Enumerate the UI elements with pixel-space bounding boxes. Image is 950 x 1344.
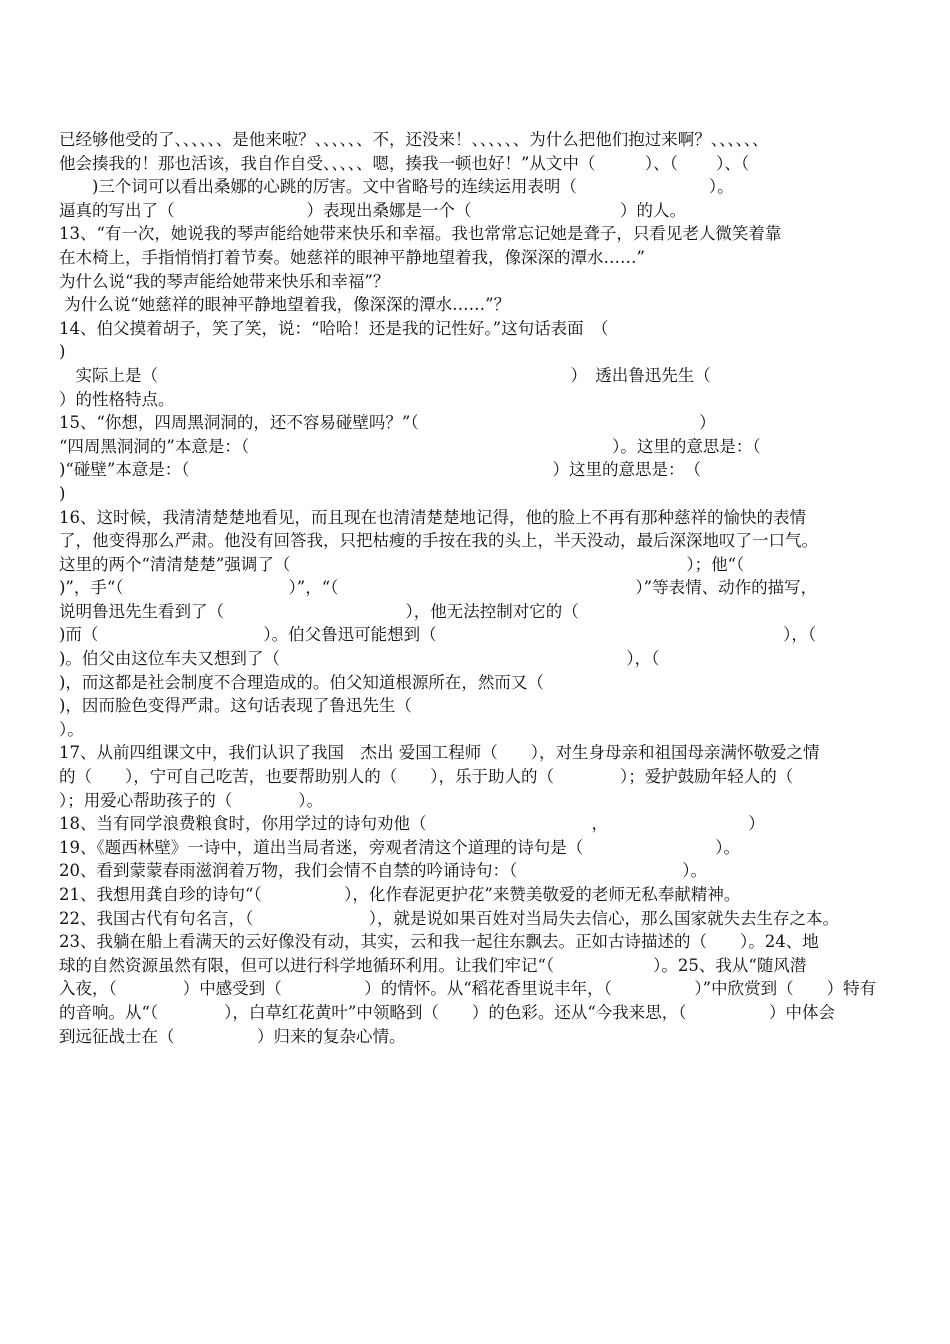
text-line: 为什么说“她慈祥的眼神平静地望着我，像深深的潭水……”？ <box>59 295 511 315</box>
text-line: ）的性格特点。 <box>59 389 175 409</box>
text-line: 在木椅上，手指悄悄打着节奏。她慈祥的眼神平静地望着我，像深深的潭水……” <box>59 247 645 267</box>
text-line: )而（ ）。伯父鲁迅可能想到（ ），（ <box>59 625 817 645</box>
text-line: )”，手“（ ）”，“（ ）”等表情、动作的描写， <box>59 578 818 598</box>
text-line: 的音响。从“（ ），白草红花黄叶”中领略到（ ）的色彩。还从“今我来思，（ ）中体会 <box>59 1002 836 1022</box>
text-line: ）。 <box>59 719 84 739</box>
text-line: 他会揍我的！那也活该，我自作自受、、、、、嗯，揍我一顿也好！”从文中（ ）、（ ）、（ <box>59 153 750 173</box>
text-line: ) <box>59 342 66 362</box>
question-14: 14、伯父摸着胡子，笑了笑，说：“哈哈！还是我的记性好。”这句话表面 （ <box>59 318 609 338</box>
text-line: 这里的两个“清清楚楚”强调了（ ）；他“（ <box>59 554 745 574</box>
text-line: 逼真的写出了（ ）表现出桑娜是一个（ ）的人。 <box>59 200 686 220</box>
text-line: 到远征战士在（ ）归来的复杂心情。 <box>59 1026 406 1046</box>
text-line: 了，他变得那么严肃。他没有回答我，只把枯瘦的手按在我的头上，半天没动，最后深深地叹了一口气。 <box>59 531 818 551</box>
text-line: 说明鲁迅先生看到了（ ），他无法控制对它的（ <box>59 601 579 621</box>
question-19: 19、《题西林壁》一诗中，道出当局者迷，旁观者清这个道理的诗句是（ ）。 <box>59 837 740 857</box>
text-line: )，因而脸色变得严肃。这句话表现了鲁迅先生（ <box>59 696 412 716</box>
text-line: “四周黑洞洞的”本意是：（ ）。这里的意思是：（ <box>59 436 761 456</box>
text-line: 入夜，（ ）中感受到（ ）的情怀。从“稻花香里说丰年，（ ）”中欣赏到（ ）特有 <box>59 979 877 999</box>
question-21: 21、我想用龚自珍的诗句“（ ），化作春泥更护花”来赞美敬爱的老师无私奉献精神。 <box>59 885 741 904</box>
text-line: )“碰壁”本意是：（ ）这里的意思是： （ <box>59 460 702 480</box>
text-line: ) <box>59 483 66 503</box>
text-line: 的（ ），宁可自己吃苦，也要帮助别人的（ ），乐于助人的（ ）；爱护鼓励年轻人的（ <box>59 767 794 787</box>
text-line: )。伯父由这位车夫又想到了（ ），（ <box>59 649 660 669</box>
question-20: 20、看到蒙蒙春雨滋润着万物，我们会情不自禁的吟诵诗句：（ ）。 <box>59 861 707 881</box>
question-16: 16、这时候，我清清楚楚地看见，而且现在也清清楚楚地记得，他的脸上不再有那种慈祥的愉快的表情 <box>59 507 806 527</box>
text-line: )三个词可以看出桑娜的心跳的厉害。文中省略号的连续运用表明（ ）。 <box>59 177 734 197</box>
question-17: 17、从前四组课文中，我们认识了我国 杰出 爱国工程师（ ），对生身母亲和祖国母亲满怀敬爱之情 <box>59 743 820 763</box>
question-15: 15、“你想，四周黑洞洞的，还不容易碰壁吗？”（ ） <box>59 413 716 433</box>
worksheet-page <box>59 128 901 1048</box>
question-23: 23、我躺在船上看满天的云好像没有动，其实，云和我一起往东飘去。正如古诗描述的（ ）。24、地 <box>59 932 819 952</box>
text-line: )，而这都是社会制度不合理造成的。伯父知道根源所在，然而又（ <box>59 672 544 692</box>
text-line: 已经够他受的了、、、、、、是他来啦？、、、、、、不，还没来！、、、、、、为什么把他们抱过来啊？、、、、、、 <box>59 130 769 149</box>
text-line: 为什么说“我的琴声能给她带来快乐和幸福”？ <box>59 271 390 291</box>
text-line: 球的自然资源虽然有限，但可以进行科学地循环利用。让我们牢记“（ ）。25、我从“随风潜 <box>59 955 807 975</box>
question-22: 22、我国古代有句名言，（ ），就是说如果百姓对当局失去信心，那么国家就失去生存之本。 <box>59 908 839 928</box>
question-18: 18、当有同学浪费粮食时，你用学过的诗句劝他（ ， ） <box>59 814 765 834</box>
text-line: 实际上是（ ） 透出鲁迅先生（ <box>59 365 711 385</box>
text-line: ）；用爱心帮助孩子的（ ）。 <box>59 790 323 810</box>
question-13: 13、“有一次，她说我的琴声能给她带来快乐和幸福。我也常常忘记她是聋子，只看见老人微笑着靠 <box>59 224 782 244</box>
